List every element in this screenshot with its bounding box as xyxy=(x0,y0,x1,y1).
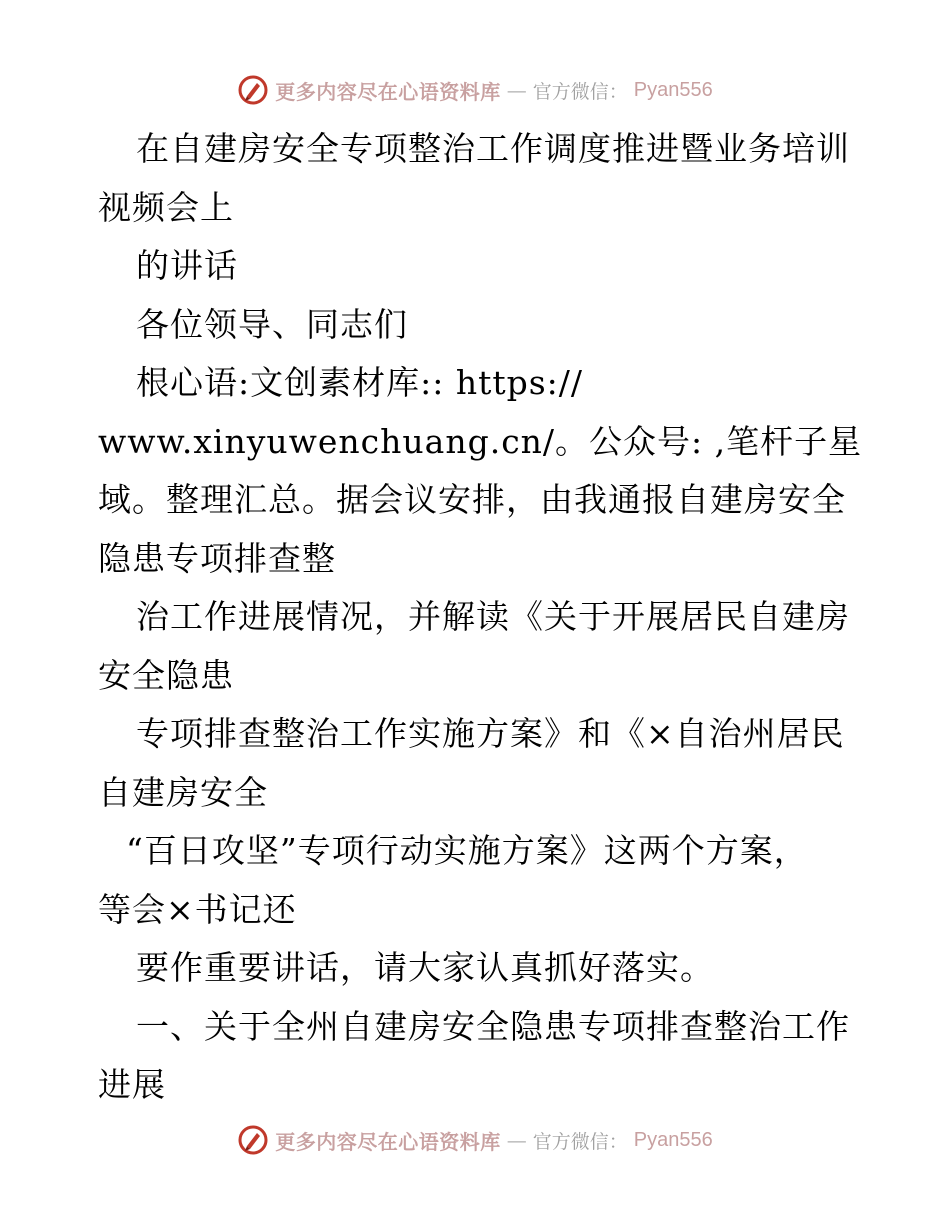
text-line: 治工作进展情况，并解读《关于开展居民自建房 xyxy=(136,597,850,636)
text-line: 安全隐患 xyxy=(98,655,234,695)
pen-logo-icon xyxy=(237,74,269,106)
text-line: 要作重要讲话，请大家认真抓好落实。 xyxy=(136,948,714,987)
watermark-dash: — xyxy=(506,1128,527,1152)
text-line: 各位领导、同志们 xyxy=(136,304,408,344)
text-line: 专项排查整治工作实施方案》和《×自治州居民 xyxy=(136,714,845,753)
watermark-wechat-label: 官方微信： xyxy=(532,1130,628,1153)
watermark-wechat-label: 官方微信： xyxy=(532,80,628,103)
text-line: 域。整理汇总。据会议安排，由我通报自建房安全 xyxy=(98,480,846,519)
text-line: 进展 xyxy=(98,1065,166,1104)
watermark-text: 更多内容尽在心语资料库 xyxy=(275,1129,501,1154)
watermark-wechat-id: Pyan556 xyxy=(633,1128,713,1151)
text-line: 视频会上 xyxy=(98,187,234,227)
text-line: 的讲话 xyxy=(136,246,238,285)
document-body xyxy=(98,120,863,1115)
text-line: 一、关于全州自建房安全隐患专项排查整治工作 xyxy=(136,1006,850,1046)
header-watermark xyxy=(0,70,950,110)
text-line: www.xinyuwenchuang.cn/。公众号: ,笔杆子星 xyxy=(98,421,863,461)
text-line: 等会×书记还 xyxy=(98,889,297,929)
watermark-text: 更多内容尽在心语资料库 xyxy=(275,79,501,104)
text-line: “百日攻坚”专项行动实施方案》这两个方案， xyxy=(126,831,808,870)
text-line: 隐患专项排查整 xyxy=(98,538,336,578)
text-line: 自建房安全 xyxy=(98,772,268,812)
text-line: 根心语:文创素材库:: https:// xyxy=(136,363,584,402)
watermark-wechat-id: Pyan556 xyxy=(633,78,713,101)
watermark-dash: — xyxy=(506,78,527,102)
pen-logo-icon xyxy=(237,1124,269,1156)
text-line: 在自建房安全专项整治工作调度推进暨业务培训 xyxy=(136,129,850,168)
footer-watermark xyxy=(0,1120,950,1160)
